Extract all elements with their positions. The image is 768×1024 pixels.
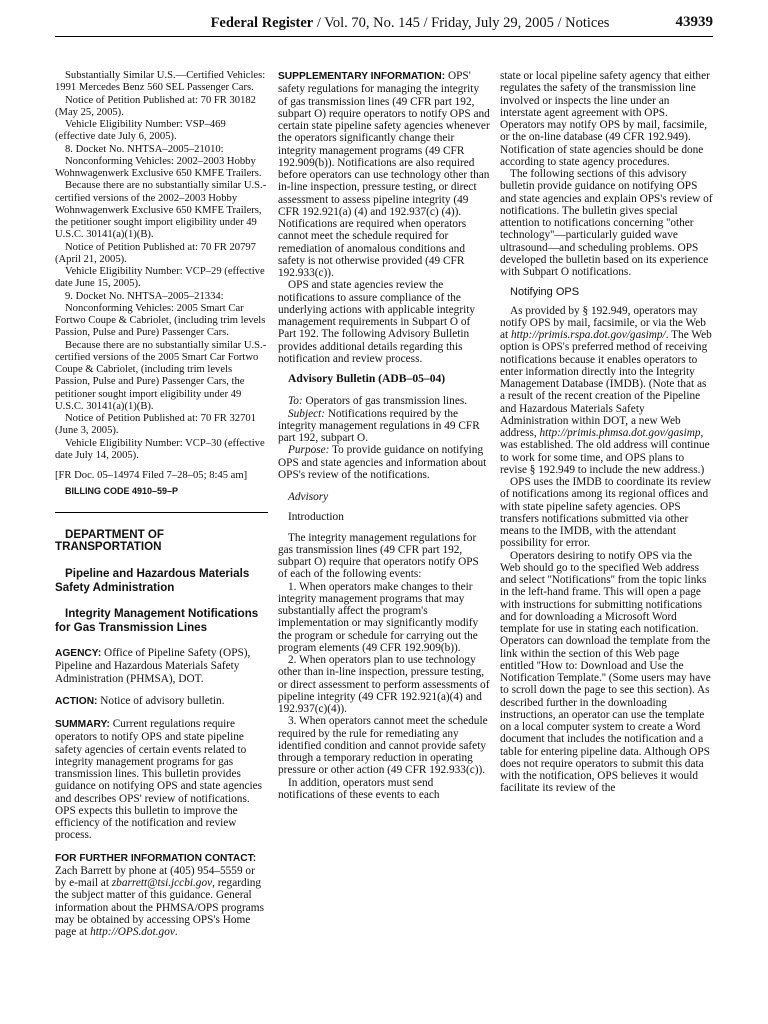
agency-text: Office of Pipeline Safety (OPS), Pipeline and Hazardous Materials Safety Administration (PHMSA), DOT. xyxy=(55,647,251,685)
paragraph: 9. Docket No. NHTSA–2005–21334: xyxy=(65,290,224,302)
paragraph: 8. Docket No. NHTSA–2005–21010: xyxy=(65,143,224,155)
paragraph: In addition, operators must send notifications of these events to each xyxy=(278,776,440,801)
contact-text-continued: , regarding the subject matter of this guidance. General information about the PHMSA/OPS programs may be obtained by accessing OPS's Home page at xyxy=(55,877,264,938)
page-number: 43939 xyxy=(675,14,713,30)
column-2 xyxy=(278,70,491,801)
agency-label: AGENCY: xyxy=(55,648,102,659)
to-label: To: xyxy=(288,395,303,408)
notifying-ops-heading: Notifying OPS xyxy=(510,286,580,299)
document-title: Integrity Management Notifications for Gas Transmission Lines xyxy=(55,607,259,634)
to-text: Operators of gas transmission lines. xyxy=(302,395,468,408)
summary-block xyxy=(55,718,268,842)
sub-agency-heading: Pipeline and Hazardous Materials Safety Administration xyxy=(55,567,250,594)
paragraph: Vehicle Eligibility Number: VCP–29 (effective date June 15, 2005). xyxy=(55,266,265,290)
agency-block xyxy=(55,647,268,685)
subject-label: Subject: xyxy=(288,407,326,420)
list-item: 1. When operators make changes to their integrity management programs that may substantially affect the program's implementation or may significantly modify the program or schedule for carrying out the program elements (49 CFR 192.909(b)). xyxy=(278,580,479,654)
column-1 xyxy=(55,70,268,938)
bulletin-heading: Advisory Bulletin (ADB–05–04) xyxy=(288,372,446,385)
phmsa-url-link[interactable]: http://primis.phmsa.dot.gov/gasimp xyxy=(539,427,701,439)
department-heading: DEPARTMENT OF TRANSPORTATION xyxy=(55,527,164,553)
paragraph: Nonconforming Vehicles: 2002–2003 Hobby Wohnwagenwerk Exclusive 650 KMFE Trailers. xyxy=(55,155,262,179)
vehicle-eligibility-list xyxy=(55,70,268,498)
paragraph: state or local pipeline safety agency that either regulates the safety of the transmission line involved or inspects the line under an interstate agent agreement with OPS. Operators may notify OPS by mail, facsimile, or the on-line database (49 CFR 192.949). Notification of state agencies should be done according to state agency procedures. xyxy=(500,70,710,168)
paragraph: Because there are no substantially similar U.S.-certified versions of the 2005 Smart Car Fortwo Coupe & Cabriolet, (including trim levels Passion, Pulse and Pure) Passenger Cars, the petitioner sought import eligibility under 49 U.S.C. 30141(a)(1)(B). xyxy=(55,339,267,412)
paragraph: OPS and state agencies review the notifications to assure compliance of the underlying actions with applicable integrity management requirements in Subpart O of Part 192. The following Advisory Bulletin provides additional details regarding this notification and review process. xyxy=(278,279,476,365)
summary-text: Current regulations require operators to notify OPS and state pipeline safety agencies of certain events related to integrity management programs for gas transmission lines. This bulletin provides guidance on notifying OPS and state agencies and describes OPS' review of notifications. OPS expects this bulletin to improve the efficiency of the notification and review process. xyxy=(55,718,263,842)
paragraph xyxy=(500,305,713,477)
text: . The Web option is OPS's preferred method of receiving notifications because it enables operators to enter information directly into the Integrity Management Database (IMDB). (Note that as a result of the recent creation of the Pipeline and Hazardous Materials Safety Administration within DOT, a new Web address, xyxy=(500,329,712,439)
running-head xyxy=(190,15,630,32)
to-line xyxy=(278,395,491,407)
introduction-heading: Introduction xyxy=(288,511,344,524)
text: , was established. The old address will continue to work for some time, and OPS plans to revise § 192.949 to include the new address.) xyxy=(500,427,710,476)
supplementary-label: SUPPLEMENTARY INFORMATION: xyxy=(278,71,446,82)
advisory-heading: Advisory xyxy=(288,491,329,503)
ops-home-link[interactable]: http://OPS.dot.gov xyxy=(90,926,175,938)
subject-text: Notifications required by the integrity management regulations in 49 CFR part 192, subpart O. xyxy=(278,407,480,444)
action-block xyxy=(55,695,268,708)
issue-details: / Vol. 70, No. 145 / Friday, July 29, 2005 / Notices xyxy=(313,15,610,31)
supplementary-text: OPS' safety regulations for managing the integrity of gas transmission lines (49 CFR part 192, subpart O) require operators to notify OPS and certain state pipeline safety agencies whenever the operators significantly change their integrity management programs (49 CFR 192.909(b)). Notifications are also required before operators can use technology other than in-line inspection, pressure testing, or direct assessment to assess pipeline integrity (49 CFR 192.921(a) (4) and 192.937(c) (4)). Notifications are required when operators cannot meet the schedule required for remediation of anomalous conditions and safety is not otherwise provided (49 CFR 192.933(c)). xyxy=(278,70,490,279)
paragraph: Because there are no substantially similar U.S.-certified versions of the 2002–2003 Hobby Wohnwagenwerk Exclusive 650 KMFE Trailers, the petitioner sought import eligibility under 49 U.S.C. 30141(a)(1)(B). xyxy=(55,180,267,241)
paragraph: Notice of Petition Published at: 70 FR 30182 (May 25, 2005). xyxy=(55,94,256,118)
paragraph: OPS uses the IMDB to coordinate its review of notifications among its regional offices and with state pipeline safety agencies. OPS transfers notifications submitted via other means to the IMDB, with the attendant possibility for error. xyxy=(500,476,712,550)
publication-name: Federal Register xyxy=(210,15,314,31)
paragraph: Substantially Similar U.S.—Certified Vehicles: 1991 Mercedes Benz 560 SEL Passenger Cars. xyxy=(55,70,266,94)
fr-doc-line: [FR Doc. 05–14974 Filed 7–28–05; 8:45 am] xyxy=(55,470,248,481)
page-header xyxy=(55,12,713,36)
paragraph: Vehicle Eligibility Number: VCP–30 (effective date July 14, 2005). xyxy=(55,437,265,461)
paragraph: Vehicle Eligibility Number: VSP–469 (effective date July 6, 2005). xyxy=(55,119,226,143)
contact-text: Zach Barrett by phone at (405) 954–5559 or by e-mail at xyxy=(55,864,255,889)
header-rule xyxy=(55,36,713,37)
contact-block xyxy=(55,852,268,939)
section-divider xyxy=(55,512,268,513)
paragraph: Notice of Petition Published at: 70 FR 20797 (April 21, 2005). xyxy=(55,241,256,265)
contact-end: . xyxy=(174,926,178,938)
purpose-text: To provide guidance on notifying OPS and state agencies and information about OPS's review of the notifications. xyxy=(278,444,487,481)
list-item: 2. When operators plan to use technology other than in-line inspection, pressure testing, or direct assessment to perform assessments of pipeline integrity (49 CFR 192.921(a)(4) and 192.937(c)(4)). xyxy=(278,654,490,715)
column-3 xyxy=(500,70,713,795)
paragraph: Operators desiring to notify OPS via the Web should go to the specified Web address and select ''Notifications'' from the topic links in the left-hand frame. This will open a page with instructions for submitting notifications and for downloading a Microsoft Word template for use in stating each notification. Operators can download the template from the link within the section of this Web page entitled ''How to: Download and Use the Notification Template.'' (Some users may have to scroll down the page to see this section). As described further in the downloading instructions, an operator can use the template on a local computer system to create a Word document that includes the notification and a table for entering pipeline data. Although OPS does not require operators to submit this data with the notification, OPS believes it would facilitate its review of the xyxy=(500,549,711,795)
paragraph: Notice of Petition Published at: 70 FR 32701 (June 3, 2005). xyxy=(55,413,256,437)
summary-label: SUMMARY: xyxy=(55,719,110,730)
purpose-label: Purpose: xyxy=(288,444,330,457)
contact-email-link[interactable]: zbarrett@tsi.jccbi.gov xyxy=(111,877,213,889)
supplementary-info xyxy=(278,70,491,279)
gasimp-url-link[interactable]: http://primis.rspa.dot.gov/gasimp/ xyxy=(510,329,666,341)
list-item: 3. When operators cannot meet the schedule required by the rule for remediating any identified condition and cannot provide safety through a temporary reduction in operating pressure or other action (49 CFR 192.933(c)). xyxy=(278,715,488,777)
text: As provided by § 192.949, operators may notify OPS by mail, facsimile, or via the Web at xyxy=(500,304,706,341)
paragraph: Nonconforming Vehicles: 2005 Smart Car Fortwo Coupe & Cabriolet, (including trim levels Passion, Pulse and Pure) Passenger Cars. xyxy=(55,302,266,339)
subject-line xyxy=(278,408,491,445)
contact-label: FOR FURTHER INFORMATION CONTACT: xyxy=(55,852,257,864)
billing-code: BILLING CODE 4910–59–P xyxy=(65,486,179,497)
paragraph: The following sections of this advisory bulletin provide guidance on notifying OPS and state agencies and explain OPS's review of notifications. The bulletin gives special attention to notifications concerning ''other technology''—particularly guided wave ultrasound—and scheduling problems. OPS developed the bulletin based on its experience with Subpart O notifications. xyxy=(500,168,713,278)
action-label: ACTION: xyxy=(55,695,98,707)
purpose-line xyxy=(278,444,491,481)
paragraph: The integrity management regulations for gas transmission lines (49 CFR part 192, subpart O) require that operators notify OPS of each of the following events: xyxy=(278,531,479,581)
action-text: Notice of advisory bulletin. xyxy=(97,694,225,707)
